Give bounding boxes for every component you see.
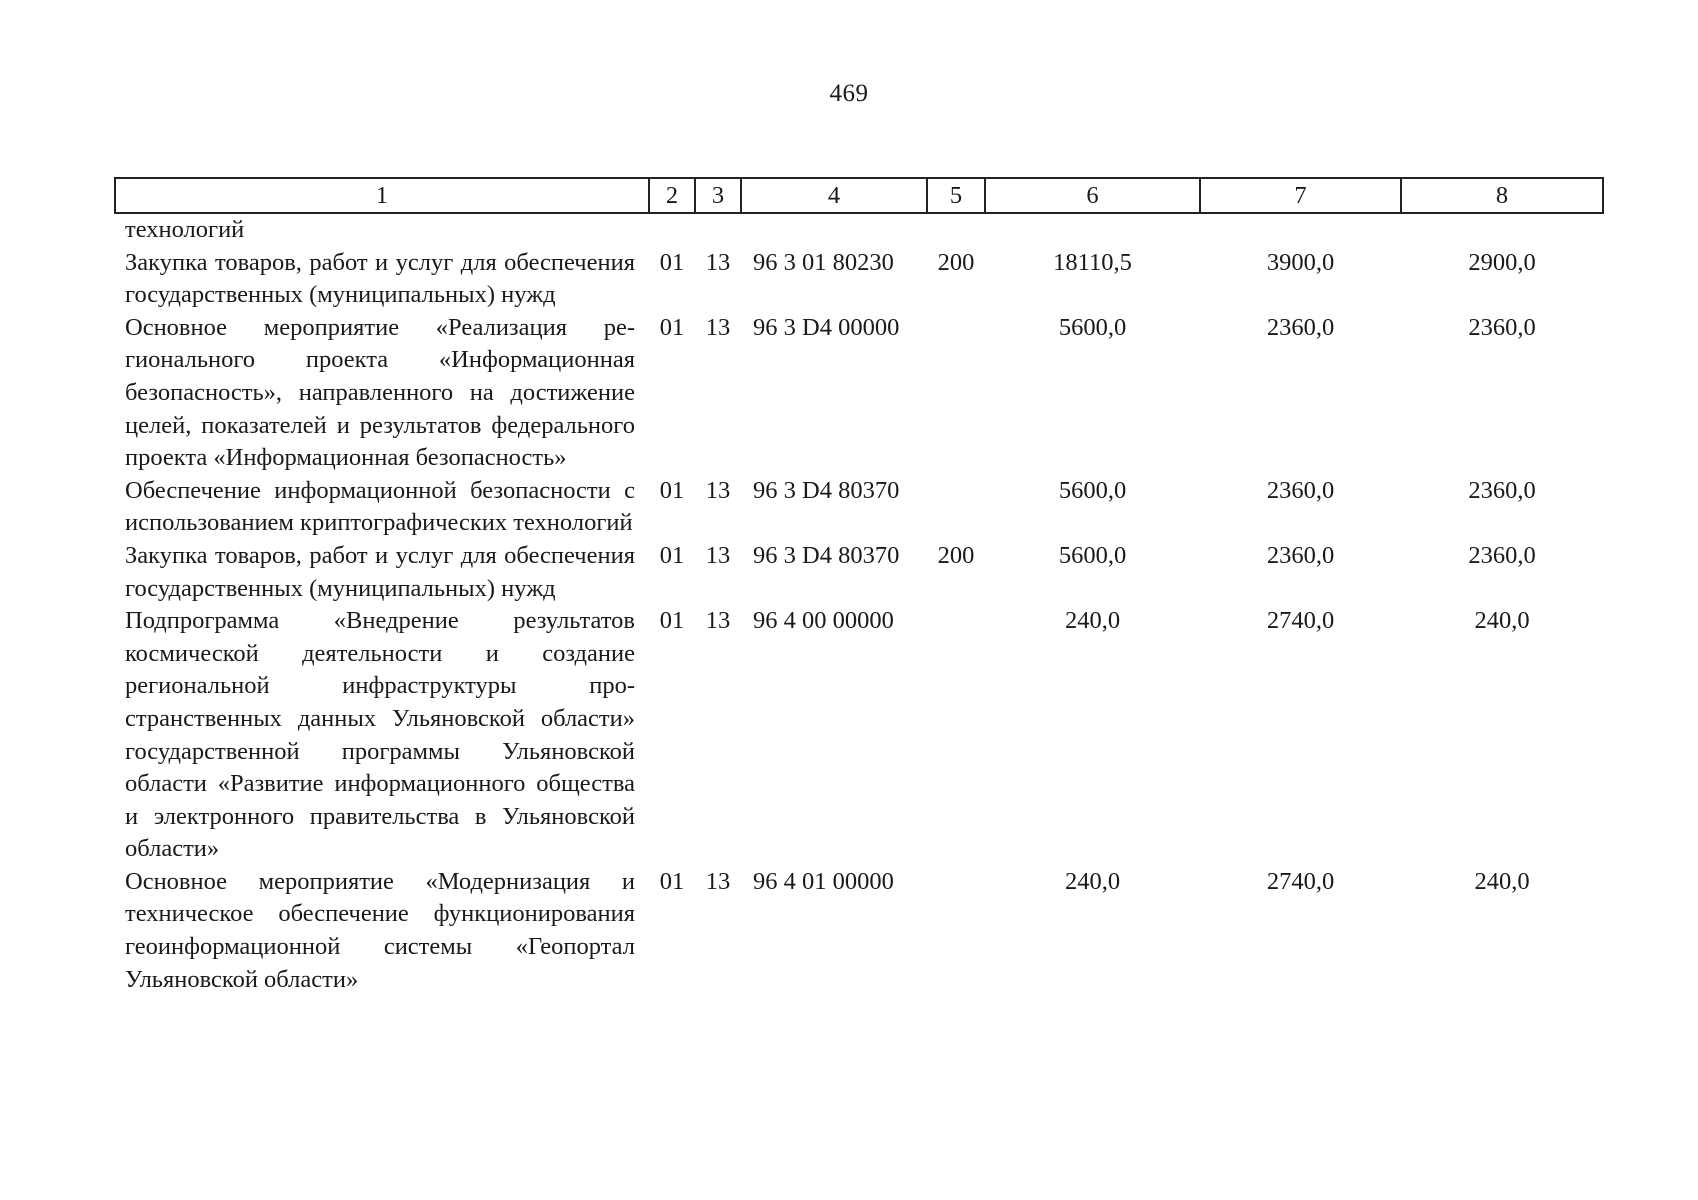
row-amount-7: 2360,0 <box>1266 313 1335 341</box>
table-row <box>115 213 1603 247</box>
row-expense-type <box>927 475 985 540</box>
row-amount-6 <box>985 213 1200 247</box>
row-amount-8 <box>1401 213 1603 247</box>
column-header-6: 6 <box>985 178 1200 213</box>
row-expense-type <box>927 605 985 866</box>
page-number: 469 <box>829 80 869 107</box>
row-name: Основное мероприятие «Реализация регионального проекта «Информационная безопасность», направленного на достижение целей, показателей и результатов федерального проекта «Информационная безопасность» <box>125 313 635 472</box>
table-row <box>115 475 1603 540</box>
row-name: технологий <box>125 216 245 243</box>
row-subsection <box>695 213 741 247</box>
row-amount-6: 240,0 <box>1064 607 1121 635</box>
row-subsection: 13 <box>705 867 731 895</box>
row-expense-type: 200 <box>937 248 975 276</box>
row-target-code: 96 3 D4 80370 <box>753 541 900 569</box>
table-row <box>115 866 1603 996</box>
row-section: 01 <box>659 476 685 504</box>
row-section: 01 <box>659 541 685 569</box>
row-expense-type <box>927 312 985 475</box>
row-amount-6: 5600,0 <box>1058 313 1127 341</box>
row-amount-7 <box>1200 213 1401 247</box>
column-header-4: 4 <box>741 178 927 213</box>
row-amount-7: 3900,0 <box>1266 248 1335 276</box>
row-amount-6: 5600,0 <box>1058 541 1127 569</box>
row-expense-type: 200 <box>937 541 975 569</box>
row-amount-6: 240,0 <box>1064 867 1121 895</box>
row-target-code: 96 4 01 00000 <box>753 867 894 895</box>
row-subsection: 13 <box>705 313 731 341</box>
row-subsection: 13 <box>705 248 731 276</box>
table-row <box>115 540 1603 605</box>
row-amount-8: 2900,0 <box>1468 248 1536 276</box>
table-row <box>115 605 1603 866</box>
row-name: Подпрограмма «Внедрение результатов космической деятельности и создание региональной инфраструктуры пространственных данных Ульяновской области» государственной программы Ульяновской области «Развитие информационного общества и электронного правительства в Ульяновской области» <box>125 607 635 863</box>
row-amount-6: 5600,0 <box>1058 476 1127 504</box>
row-subsection: 13 <box>705 541 731 569</box>
row-amount-7: 2740,0 <box>1266 867 1335 895</box>
row-amount-8: 2360,0 <box>1468 541 1536 569</box>
column-header-7: 7 <box>1200 178 1401 213</box>
column-header-1: 1 <box>115 178 649 213</box>
row-amount-6: 18110,5 <box>1053 248 1132 276</box>
row-name: Основное мероприятие «Модернизация и техническое обеспечение функционирования геоинформационной системы «Геопортал Ульяновской области» <box>125 867 635 993</box>
row-amount-8: 240,0 <box>1474 607 1530 635</box>
row-name: Закупка товаров, работ и услуг для обеспечения государственных (муниципальных) нужд <box>125 248 635 309</box>
row-subsection: 13 <box>705 476 731 504</box>
row-section: 01 <box>659 248 685 276</box>
column-header-2: 2 <box>649 178 695 213</box>
row-target-code: 96 4 00 00000 <box>753 607 894 635</box>
table-row <box>115 312 1603 475</box>
row-subsection: 13 <box>705 607 731 635</box>
column-header-5: 5 <box>927 178 985 213</box>
row-name: Закупка товаров, работ и услуг для обеспечения государственных (муниципальных) нужд <box>125 541 635 602</box>
row-amount-7: 2740,0 <box>1266 607 1335 635</box>
table-header-row <box>115 178 1603 213</box>
row-expense-type <box>927 213 985 247</box>
column-header-8: 8 <box>1401 178 1603 213</box>
row-target-code: 96 3 D4 00000 <box>753 313 900 341</box>
row-section: 01 <box>659 607 685 635</box>
row-amount-7: 2360,0 <box>1266 541 1335 569</box>
row-target-code: 96 3 D4 80370 <box>753 476 900 504</box>
table-row <box>115 247 1603 312</box>
row-amount-8: 2360,0 <box>1468 313 1536 341</box>
row-amount-8: 2360,0 <box>1468 476 1536 504</box>
row-name: Обеспечение информационной безопасности с использованием криптографических технологий <box>125 476 635 537</box>
row-section: 01 <box>659 867 685 895</box>
row-target-code: 96 3 01 80230 <box>753 248 894 276</box>
row-section <box>649 213 695 247</box>
column-header-3: 3 <box>695 178 741 213</box>
budget-table <box>114 177 1604 996</box>
row-amount-8: 240,0 <box>1474 867 1530 895</box>
row-expense-type <box>927 866 985 996</box>
row-target-code <box>741 213 927 247</box>
row-amount-7: 2360,0 <box>1266 476 1335 504</box>
row-section: 01 <box>659 313 685 341</box>
